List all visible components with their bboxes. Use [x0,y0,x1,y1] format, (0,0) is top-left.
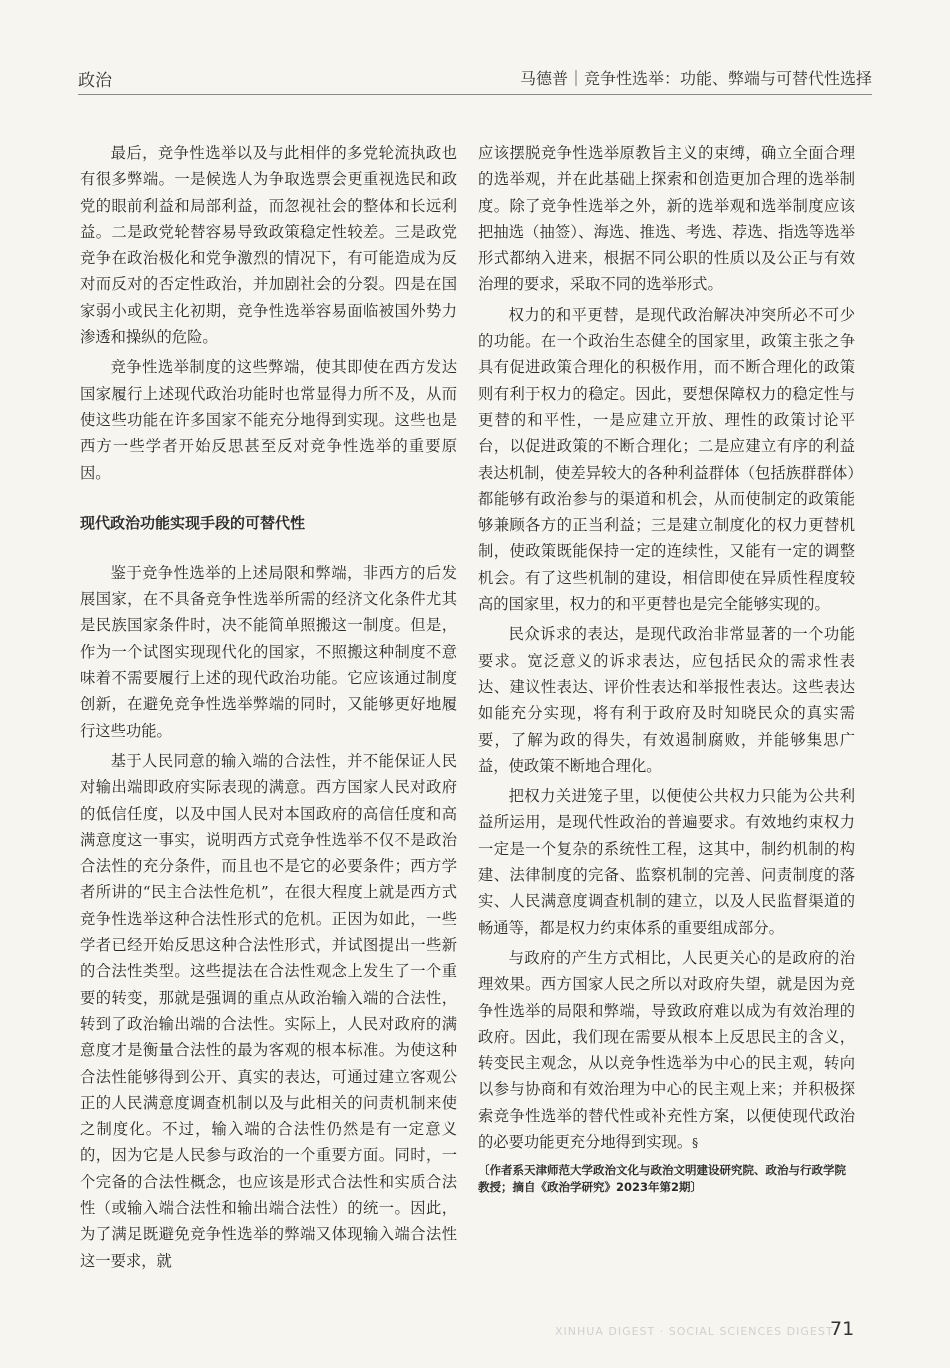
paragraph [478,945,855,1156]
paragraph: 鉴于竞争性选举的上述局限和弊端，非西方的后发展国家，在不具备竞争性选举所需的经济文化条件尤其是民族国家条件时，决不能简单照搬这一制度。但是，作为一个试图实现现代化的国家，不照搬这种制度不意味着不需要履行上述的现代政治功能。它应该通过制度创新，在避免竞争性选举弊端的同时，又能够更好地履行这些功能。 [80,563,457,740]
section-label: 政治 [78,71,112,91]
paragraph: 权力的和平更替，是现代政治解决冲突所必不可少的功能。在一个政治生态健全的国家里，政策主张之争具有促进政策合理化的积极作用，而不断合理化的政策则有利于权力的稳定。因此，要想保障权力的稳定性与更替的和平性，一是应建立开放、理性的政策讨论平台，以促进政策的不断合理化；二是应建立有序的利益表达机制，使差异较大的各种利益群体（包括族群群体）都能够有政治参与的渠道和机会，从而使制定的政策能够兼顾各方的正当利益；三是建立制度化的权力更替机制，使政策既能保持一定的连续性，又能有一定的调整机会。有了这些机制的建设，相信即使在异质性程度较高的国家里，权力的和平更替也是完全能够实现的。 [478,305,855,614]
paragraph: 把权力关进笼子里，以便使公共权力只能为公共利益所运用，是现代性政治的普遍要求。有效地约束权力一定是一个复杂的系统性工程，这其中，制约机制的构建、法律制度的完备、监察机制的完善、问责制度的落实、人民满意度调查机制的建立，以及人民监督渠道的畅通等，都是权力约束体系的重要组成部分。 [478,787,855,937]
running-title: 马德普｜竞争性选举：功能、弊端与可替代性选择 [519,69,872,88]
end-mark: § [692,1135,699,1150]
paragraph: 竞争性选举制度的这些弊端，使其即使在西方发达国家履行上述现代政治功能时也常显得力所不及，从而使这些功能在许多国家不能充分地得到实现。这些也是西方一些学者开始反思甚至反对竞争性选举的重要原因。 [80,358,457,482]
paragraph-continued: 应该摆脱竞争性选举原教旨主义的束缚，确立全面合理的选举观，并在此基础上探索和创造更加合理的选举制度。除了竞争性选举之外，新的选举观和选举制度应该把抽选（抽签）、海选、推选、考选、荐选、指选等选举形式都纳入进来，根据不同公职的性质以及公正与有效治理的要求，采取不同的选举形式。 [478,144,855,294]
page-header [78,62,872,95]
page-number: 71 [830,1318,855,1340]
right-column [478,140,855,1196]
paragraph: 最后，竞争性选举以及与此相伴的多党轮流执政也有很多弊端。一是候选人为争取选票会更重视选民和政党的眼前利益和局部利益，而忽视社会的整体和长远利益。二是政党轮替容易导致政策稳定性较差。三是政党竞争在政治极化和党争激烈的情况下，有可能造成为反对而反对的否定性政治，并加剧社会的分裂。四是在国家弱小或民主化初期，竞争性选举容易面临被国外势力渗透和操纵的危险。 [80,144,457,347]
paragraph-text: 与政府的产生方式相比，人民更关心的是政府的治理效果。西方国家人民之所以对政府失望，就是因为竞争性选举的局限和弊端，导致政府难以成为有效治理的政府。因此，我们现在需要从根本上反思民主的含义，转变民主观念，从以竞争性选举为中心的民主观，转向以参与协商和有效治理为中心的民主观上来；并积极探索竞争性选举的替代性或补充性方案，以便使现代政治的必要功能更充分地得到实现。 [478,948,855,1151]
author-note: 〔作者系天津师范大学政治文化与政治文明建设研究院、政治与行政学院教授；摘自《政治学研究》2023年第2期〕 [478,1163,846,1195]
paragraph: 基于人民同意的输入端的合法性，并不能保证人民对输出端即政府实际表现的满意。西方国家人民对政府的低信任度，以及中国人民对本国政府的高信任度和高满意度这一事实，说明西方式竞争性选举不仅不是政治合法性的充分条件，而且也不是它的必要条件；西方学者所讲的“民主合法性危机”，在很大程度上就是西方式竞争性选举这种合法性形式的危机。正因为如此，一些学者已经开始反思这种合法性形式，并试图提出一些新的合法性类型。这些提法在合法性观念上发生了一个重要的转变，那就是强调的重点从政治输入端的合法性，转到了政治输出端的合法性。实际上，人民对政府的满意度才是衡量合法性的最为客观的根本标准。为使这种合法性能够得到公开、真实的表达，可通过建立客观公正的人民满意度调查机制以及与此相关的问责机制来使之制度化。不过，输入端的合法性仍然是有一定意义的，因为它是人民参与政治的一个重要方面。同时，一个完备的合法性概念，也应该是形式合法性和实质合法性（或输入端合法性和输出端合法性）的统一。因此，为了满足既避免竞争性选举的弊端又体现输入端合法性这一要求，就 [80,751,457,1270]
watermark: XINHUA DIGEST · SOCIAL SCIENCES DIGEST [555,1325,834,1338]
left-column [80,140,457,1274]
paragraph: 民众诉求的表达，是现代政治非常显著的一个功能要求。宽泛意义的诉求表达，应包括民众的需求性表达、建议性表达、评价性表达和举报性表达。这些表达如能充分实现，将有利于政府及时知晓民众的真实需要，了解为政的得失，有效遏制腐败，并能够集思广益，使政策不断地合理化。 [478,625,855,775]
section-heading: 现代政治功能实现手段的可替代性 [80,513,306,532]
